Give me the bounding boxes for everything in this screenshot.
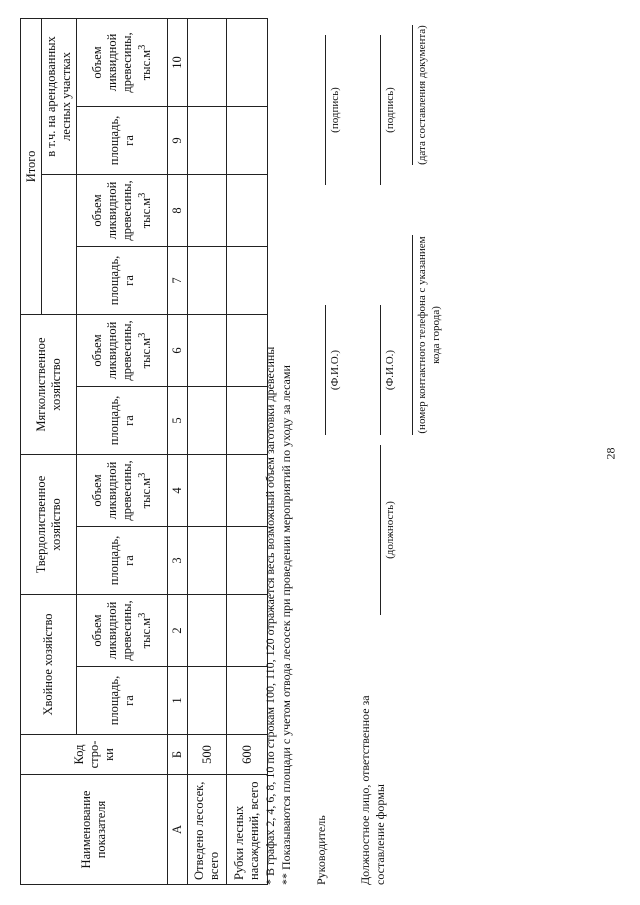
header-area-1: площадь, га (77, 667, 168, 735)
position-line (380, 445, 381, 615)
data-cell[interactable] (227, 174, 268, 246)
header-volume-1: объем ликвидной древесины, $тыс.м^3$ (77, 595, 168, 667)
rotated-form (20, 15, 620, 885)
header-area-2: площадь, га (77, 527, 168, 595)
header-area-4: площадь, га (77, 246, 168, 314)
data-cell[interactable] (188, 527, 227, 595)
data-cell[interactable] (188, 667, 227, 735)
responsible-signature-line (380, 35, 381, 185)
header-volume-5: объем ликвидной древесины, $тыс.м^3$ (77, 18, 168, 106)
index-cell: 1 (168, 667, 188, 735)
data-cell[interactable] (188, 454, 227, 526)
index-cell: 3 (168, 527, 188, 595)
row-code: 500 (188, 735, 227, 775)
data-cell[interactable] (227, 246, 268, 314)
data-cell[interactable] (227, 106, 268, 174)
data-cell[interactable] (188, 18, 227, 106)
responsible-fio-line (380, 305, 381, 435)
data-cell[interactable] (188, 106, 227, 174)
position-caption: (должность) (384, 501, 396, 559)
head-fio-line (325, 305, 326, 435)
header-volume-2: объем ликвидной древесины, $тыс.м^3$ (77, 454, 168, 526)
row-code: 600 (227, 735, 268, 775)
head-signature-line (325, 35, 326, 185)
index-cell: 5 (168, 386, 188, 454)
header-coniferous: Хвойное хозяйство (21, 595, 77, 735)
data-cell[interactable] (188, 246, 227, 314)
page-number: 28 (603, 447, 618, 460)
index-cell: 6 (168, 314, 188, 386)
data-cell[interactable] (227, 18, 268, 106)
index-cell: А (168, 775, 188, 885)
header-indicator: Наименование показателя (21, 775, 168, 885)
header-volume-4: объем ликвидной древесины, $тыс.м^3$ (77, 174, 168, 246)
header-volume-3: объем ликвидной древесины, $тыс.м^3$ (77, 314, 168, 386)
row-name: Рубки лесных насаждений, всего (227, 775, 268, 885)
data-cell[interactable] (188, 386, 227, 454)
responsible-fio-caption: (Ф.И.О.) (384, 349, 396, 391)
data-cell[interactable] (188, 314, 227, 386)
phone-line (412, 235, 413, 435)
index-cell: 9 (168, 106, 188, 174)
header-area-3: площадь, га (77, 386, 168, 454)
header-row-1 (21, 18, 42, 884)
responsible-label: Должностное лицо, ответственное за составление формы (358, 695, 387, 885)
index-cell: 2 (168, 595, 188, 667)
footnotes (262, 347, 294, 885)
data-cell[interactable] (188, 174, 227, 246)
head-signature-caption: (подпись) (329, 87, 341, 133)
index-row (168, 18, 188, 884)
index-cell: 7 (168, 246, 188, 314)
head-label: Руководитель (314, 815, 328, 885)
header-total: Итого (21, 18, 42, 314)
footnote-1: * В графах 2, 4, 6, 8, 10 по строкам 100, 110, 120 отражается весь возможный объем заготовки древесины (263, 346, 277, 885)
responsible-signature-caption: (подпись) (384, 87, 396, 133)
footnote-2: ** Показываются площади с учетом отвода лесосек при проведении мероприятий по уходу за лесами (279, 365, 293, 885)
header-area-5: площадь, га (77, 106, 168, 174)
head-fio-caption: (Ф.И.О.) (329, 349, 341, 391)
data-cell[interactable] (188, 595, 227, 667)
date-caption: (дата составления документа) (416, 25, 428, 165)
header-leased: в т.ч. на арендованных лесных участках (42, 18, 77, 174)
date-line (412, 25, 413, 165)
index-cell: Б (168, 735, 188, 775)
index-cell: 10 (168, 18, 188, 106)
header-total-spacer (42, 174, 77, 314)
index-cell: 8 (168, 174, 188, 246)
phone-caption: (номер контактного телефона с указанием кода города) (416, 236, 442, 434)
index-cell: 4 (168, 454, 188, 526)
header-hardwood: Твердолиственное хозяйство (21, 454, 77, 594)
header-code: Код стро-ки (21, 735, 168, 775)
row-name: Отведено лесосек, всего (188, 775, 227, 885)
table-row (188, 18, 227, 884)
forest-report-table (20, 18, 268, 885)
header-softwood: Мягколиственное хозяйство (21, 314, 77, 454)
